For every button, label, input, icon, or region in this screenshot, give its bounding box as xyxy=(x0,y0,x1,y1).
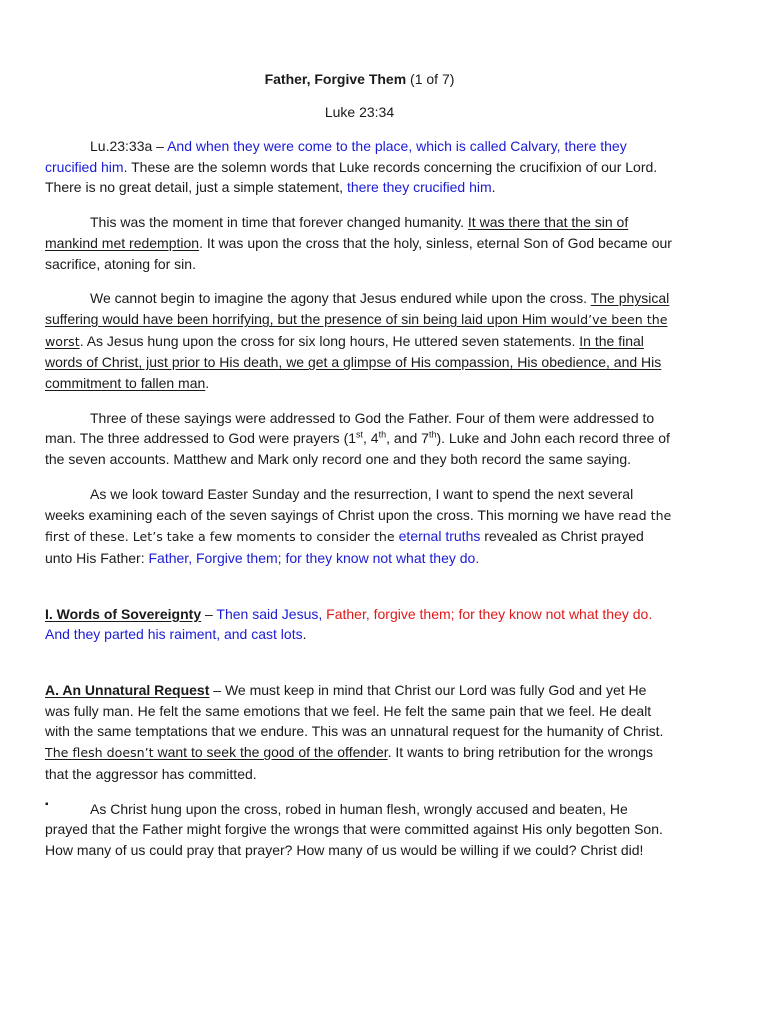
paragraph-2: This was the moment in time that forever changed humanity. It was there that the sin of mankind met redemption. It was upon the cross that the holy, sinless, eternal Son of God became our sacrifice, atoning for sin. xyxy=(45,214,672,272)
scripture-reference: Luke 23:34 xyxy=(324,104,395,120)
paragraph-3: We cannot begin to imagine the agony that Jesus endured while upon the cross. The physical suffering would have been horrifying, but the presence of sin being laid upon Him would’ve been the worst. As Jesus hung upon the cross for six long hours, He uttered seven statements. In the final words of Christ, just prior to His death, we get a glimpse of His compassion, His obedience, and His commitment to fallen man. xyxy=(45,290,670,392)
section-i: I. Words of Sovereignty – Then said Jesus, Father, forgive them; for they know not what they do. And they parted his raiment, and cast lots. xyxy=(45,605,653,643)
section-heading: I. Words of Sovereignty xyxy=(45,605,202,622)
bullet-text: As Christ hung upon the cross, robed in human flesh, wrongly accused and beaten, He prayed that the Father might forgive the wrongs that were committed against His only begotten Son. How many of us could pray that prayer? How many of us would be willing if we could? Christ did! xyxy=(45,800,663,858)
words-of-christ: Father, forgive them; for they know not what they do. xyxy=(326,605,653,622)
scripture-quote: there they crucified him xyxy=(346,179,492,196)
page-title xyxy=(45,0,674,87)
paragraph-1: Lu.23:33a – And when they were come to the place, which is called Calvary, there they crucified him. These are the solemn words that Luke records concerning the crucifixion of our Lord. There is no great detail, just a simple statement, there they crucified him. xyxy=(45,138,658,196)
scripture-quote: eternal truths xyxy=(398,528,481,545)
bullet-item xyxy=(45,799,674,861)
bullet-square-icon: ▪ xyxy=(45,798,49,810)
scripture-quote: Father, Forgive them; for they know not what they do. xyxy=(148,549,480,566)
scripture-quote: And when they were come to the place, which is called Calvary, there they crucified him xyxy=(45,138,627,175)
underlined-text: The physical suffering would have been horrifying, but the presence of sin being laid upon Him xyxy=(45,290,670,327)
paragraph-5: As we look toward Easter Sunday and the resurrection, I want to spend the next several weeks examining each of the seven sayings of Christ upon the cross. This morning we have read the first of these. Let’s take a few moments to consider the eternal truths revealed as Christ prayed unto His Father: Father, Forgive them; for they know not what they do. xyxy=(45,485,672,566)
title-main: Father, Forgive Them xyxy=(264,71,407,87)
underlined-text: It was there that the sin of mankind met redemption xyxy=(45,214,629,251)
underlined-text: In the final words of Christ, just prior to His death, we get a glimpse of His compassion, His obedience, and His commitment to fallen man xyxy=(45,332,662,392)
scripture-quote: And they parted his raiment, and cast lots xyxy=(45,626,303,643)
paragraph-4: Three of these sayings were addressed to God the Father. Four of them were addressed to man. The three addressed to God were prayers (1st, 4th, and 7th). Luke and John each record three of the seven accounts. Matthew and Mark only record one and they both record the same saying. xyxy=(45,409,670,468)
section-heading: A. An Unnatural Request xyxy=(45,682,210,699)
underlined-text: would’ve been the worst xyxy=(45,311,668,349)
title-part: (1 of 7) xyxy=(406,71,455,87)
underlined-text: The flesh doesn’t xyxy=(45,745,154,761)
scripture-quote: Then said Jesus, xyxy=(216,605,327,622)
section-a: A. An Unnatural Request – We must keep in mind that Christ our Lord was fully God and yet He was fully man. He felt the same emotions that we feel. He felt the same pain that we feel. He dealt with the same temptations that we endure. This was an unnatural request for the humanity of Christ. The flesh doesn’t want to seek the good of the offender. It wants to bring retribution for the wrongs that the aggressor has committed. xyxy=(45,682,664,782)
underlined-text: want to seek the good of the offender xyxy=(153,744,388,761)
